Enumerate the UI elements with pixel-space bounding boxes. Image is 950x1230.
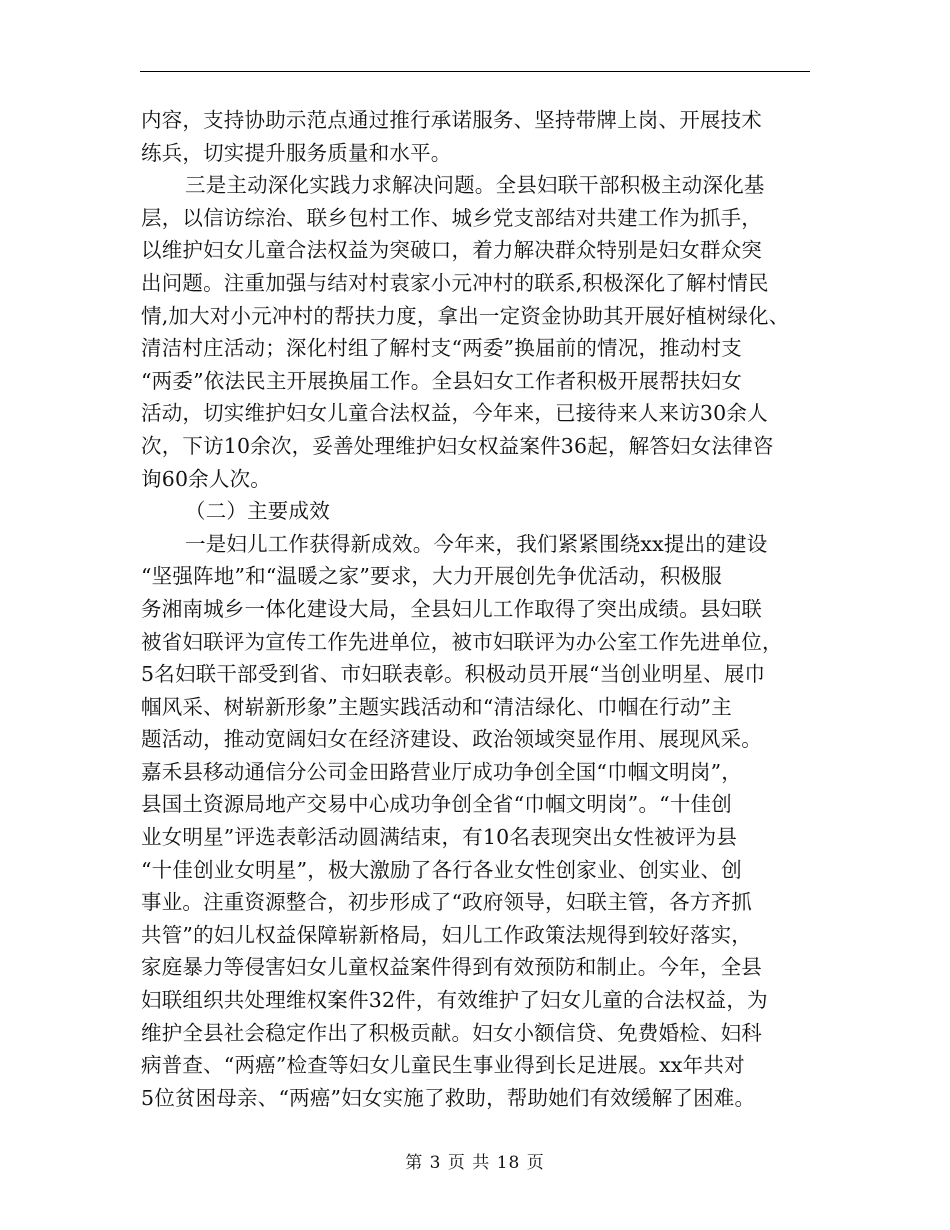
text-line: 内容，支持协助示范点通过推行承诺服务、坚持带牌上岗、开展技术: [141, 108, 762, 132]
text-line: 嘉禾县移动通信分公司金田路营业厅成功争创全国“巾帼文明岗”，: [141, 759, 742, 784]
page-number-footer: 第 3 页 共 18 页: [405, 1153, 545, 1173]
text-line: 县国土资源局地产交易中心成功争创全省“巾帼文明岗”。“十佳创: [141, 792, 732, 817]
text-line: 题活动，推动宽阔妇女在经济建设、政治领域突显作用、展现风采。: [141, 727, 762, 752]
text-line: “两委”依法民主开展换届工作。全县妇女工作者积极开展帮扶妇女: [141, 368, 742, 393]
text-line: 被省妇联评为宣传工作先进单位，被市妇联评为办公室工作先进单位，: [141, 629, 783, 654]
text-line: “十佳创业女明星”，极大激励了各行各业女性创家业、创实业、创: [141, 857, 742, 882]
text-line: 练兵，切实提升服务质量和水平。: [141, 140, 452, 165]
text-line: 共管”的妇儿权益保障崭新格局，妇儿工作政策法规得到较好落实，: [141, 922, 752, 947]
text-line: 病普查、“两癌”检查等妇女儿童民生事业得到长足进展。xx年共对: [141, 1053, 745, 1078]
text-line: 三是主动深化实践力求解决问题。全县妇联干部积极主动深化基: [185, 173, 765, 198]
text-line: 业女明星”评选表彰活动圆满结束，有10名表现突出女性被评为县: [141, 825, 738, 850]
text-line: 5位贫困母亲、“两癌”妇女实施了救助，帮助她们有效缓解了困难。: [141, 1085, 756, 1110]
text-line: 5名妇联干部受到省、市妇联表彰。积极动员开展“当创业明星、展巾: [141, 662, 766, 687]
header-rule: [140, 71, 810, 72]
text-line: 次，下访10余次，妥善处理维护妇女权益案件36起，解答妇女法律咨: [141, 433, 774, 458]
text-line: 清洁村庄活动；深化村组了解村支“两委”换届前的情况，推动村支: [141, 336, 742, 361]
text-line: 以维护妇女儿童合法权益为突破口，着力解决群众特别是妇女群众突: [141, 238, 762, 263]
text-line: 活动，切实维护妇女儿童合法权益，今年来，已接待来人来访30余人: [141, 401, 768, 426]
text-line: 帼风采、树崭新形象”主题实践活动和“清洁绿化、巾帼在行动”主: [141, 694, 732, 719]
text-line: “坚强阵地”和“温暖之家”要求，大力开展创先争优活动，积极服: [141, 564, 722, 589]
text-line: 询60余人次。: [141, 466, 271, 491]
text-line: 出问题。注重加强与结对村袁家小元冲村的联系,积极深化了解村情民: [141, 270, 769, 295]
text-line: 事业。注重资源整合，初步形成了“政府领导，妇联主管，各方齐抓: [141, 890, 752, 915]
text-line: 务湘南城乡一体化建设大局，全县妇儿工作取得了突出成绩。县妇联: [141, 596, 762, 621]
text-line: 一是妇儿工作获得新成效。今年来，我们紧紧围绕xx提出的建设: [185, 531, 768, 556]
text-line: 层，以信访综治、联乡包村工作、城乡党支部结对共建工作为抓手，: [141, 205, 762, 230]
text-line: 情,加大对小元冲村的帮扶力度，拿出一定资金协助其开展好植树绿化、: [141, 303, 790, 328]
text-line: 维护全县社会稳定作出了积极贡献。妇女小额信贷、免费婚检、妇科: [141, 1020, 762, 1045]
text-line: 家庭暴力等侵害妇女儿童权益案件得到有效预防和制止。今年，全县: [141, 955, 762, 980]
text-line: （二）主要成效: [185, 499, 330, 524]
text-line: 妇联组织共处理维权案件32件，有效维护了妇女儿童的合法权益，为: [141, 988, 768, 1013]
document-body: [141, 104, 831, 1114]
